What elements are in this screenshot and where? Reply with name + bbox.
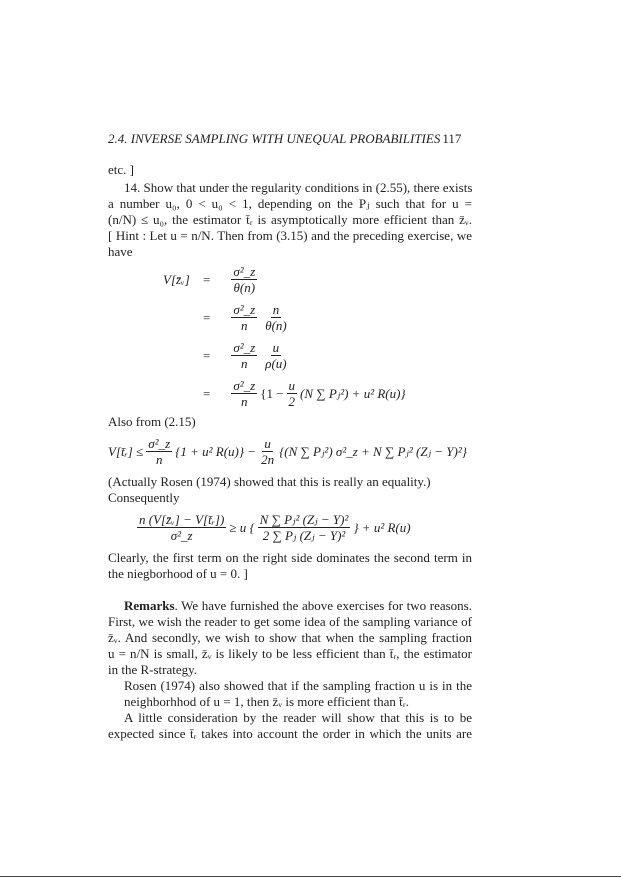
text-line: z̄ᵥ. And secondly, we wish to show that when the sampling fraction [108,630,472,645]
num: σ²_z [233,301,256,317]
fraction [258,512,351,543]
text: . We have furnished the above exercises for two reasons. [174,598,472,613]
text-line: have [108,244,133,259]
eq-text: {(N ∑ Pⱼ²) σ²_z + N ∑ Pⱼ² (Zⱼ − Y)²} [279,443,467,459]
fraction [231,264,257,295]
num: n [272,301,280,317]
equation-variance-t [108,434,467,468]
fraction [231,378,257,409]
num: u [264,435,271,451]
eq-text: ≥ u { [229,519,255,535]
running-header [108,131,461,147]
remarks-line [108,598,472,614]
text-line: (n/N) ≤ u₀, the estimator t̄ᵣ is asymptotically more efficient than z̄ᵥ. [108,212,472,227]
text-line: Consequently [108,490,180,505]
num: σ²_z [233,339,256,355]
eq-text: (N ∑ Pⱼ²) + u² R(u)} [300,385,406,401]
remarks-heading: Remarks [124,598,175,613]
eq-lhs: V[z̄ᵥ] [163,271,190,287]
num: N ∑ Pⱼ² (Zⱼ − Y)² [259,511,349,527]
fraction [231,302,257,333]
eq-text: {1 + u² R(u)} − [175,443,257,459]
text-line: neighborhhod of u = 1, then z̄ᵥ is more efficient than t̄ᵣ. [124,694,410,709]
eq-sign: = [203,309,211,325]
den: n [241,355,248,371]
text-line: the niegborhood of u = 0. ] [108,566,248,581]
text-line: in the R-strategy. [108,662,198,677]
text-line: (Actually Rosen (1974) showed that this is really an equality.) [108,474,431,489]
num: u [272,339,280,355]
num: σ²_z [148,435,171,451]
den: ρ(u) [265,355,287,371]
den: n [155,451,163,467]
eq-lhs: V[t̄ᵣ] ≤ [108,443,144,459]
text-line: Clearly, the first term on the right side dominates the second term in [108,550,472,565]
num: σ²_z [233,377,256,393]
den: σ²_z [170,527,193,543]
den: n [241,393,248,409]
den: θ(n) [233,279,256,295]
fraction [287,378,298,409]
page-number: 117 [442,131,462,146]
den: 2 ∑ Pⱼ (Zⱼ − Y)² [262,527,346,543]
fraction [231,340,257,371]
text-line: etc. ] [108,162,134,177]
den: 2 [288,393,296,409]
num: u [288,377,296,393]
den: n [241,317,248,333]
eq-text: {1 − [260,385,284,401]
fraction [263,302,289,333]
header-title: 2.4. INVERSE SAMPLING WITH UNEQUAL PROBABILITIES [108,131,441,146]
fraction [263,340,288,371]
text-line: a number u₀, 0 < u₀ < 1, depending on the Pⱼ such that for u = [108,196,472,211]
text-line: u = n/N is small, z̄ᵥ is likely to be less efficient than t̄ᵣ, the estimator [108,646,472,661]
den: 2n [261,451,275,467]
text-line: [ Hint : Let u = n/N. Then from (3.15) and the preceding exercise, we [108,228,472,243]
equation-difference [134,510,411,544]
text-line: 14. Show that under the regularity conditions in (2.55), there exists [124,180,473,195]
eq-sign: = [203,347,211,363]
eq-sign: = [203,385,211,401]
fraction [146,436,172,467]
num: n (V[z̄ᵥ] − V[t̄ᵣ]) [139,511,225,527]
eq-text: } + u² R(u) [353,519,411,535]
text-line: A little consideration by the reader will show that this is to be [124,710,472,725]
text-line: expected since t̄ᵣ takes into account the order in which the units are [108,726,472,741]
num: σ²_z [233,263,256,279]
eq-sign: = [203,271,211,287]
text-line: Also from (2.15) [108,414,196,429]
page-bottom-border [0,876,621,877]
text-line: First, we wish the reader to get some idea of the sampling variance of [108,614,472,629]
fraction [259,436,276,467]
fraction [137,512,226,543]
den: θ(n) [265,317,287,333]
text-line: Rosen (1974) also showed that if the sampling fraction u is in the [124,678,472,693]
